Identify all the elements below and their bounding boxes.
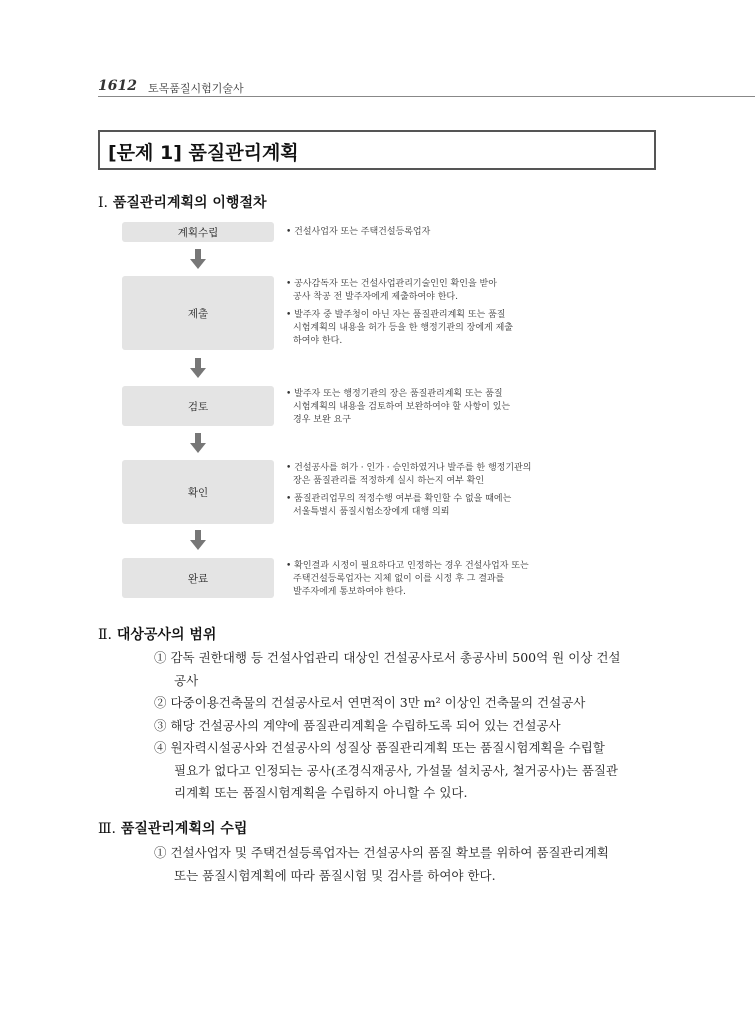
list-item-continuation: 필요가 없다고 인정되는 공사(조경식재공사, 가설물 설치공사, 철거공사)는 품질관 bbox=[174, 762, 618, 778]
flow-step-complete: 완료 bbox=[122, 558, 274, 598]
note-line: • 공사감독자 또는 건설사업관리기술인인 확인을 받아 bbox=[286, 279, 497, 289]
problem-title-box bbox=[98, 130, 656, 170]
arrow-down-icon bbox=[192, 530, 204, 552]
list-item: ① 건설사업자 및 주택건설등록업자는 건설공사의 품질 확보를 위하여 품질관리계획 bbox=[154, 845, 609, 860]
establish-list bbox=[154, 842, 609, 887]
flow-note-submit bbox=[286, 278, 596, 348]
section-numeral: Ⅲ. bbox=[98, 821, 116, 837]
list-item: ③ 해당 건설공사의 계약에 품질관리계획을 수립하도록 되어 있는 건설공사 bbox=[154, 717, 561, 733]
note-line: 장은 품질관리를 적정하게 실시 하는지 여부 확인 bbox=[293, 476, 485, 486]
section-heading-3 bbox=[98, 818, 247, 838]
arrow-down-icon bbox=[192, 249, 204, 271]
flow-step-submit: 제출 bbox=[122, 276, 274, 350]
list-item-continuation: 공사 bbox=[174, 672, 199, 688]
section-heading-1 bbox=[98, 192, 267, 212]
section-title: 품질관리계획의 이행절차 bbox=[112, 195, 267, 211]
note-line: 시험계획의 내용을 검토하여 보완하여야 할 사항이 있는 bbox=[293, 402, 511, 412]
section-title: 품질관리계획의 수립 bbox=[120, 821, 248, 837]
flow-note-review bbox=[286, 388, 596, 427]
header-divider bbox=[98, 96, 755, 97]
list-item: ④ 원자력시설공사와 건설공사의 성질상 품질관리계획 또는 품질시험계획을 수립할 bbox=[154, 740, 605, 755]
arrow-down-icon bbox=[192, 433, 204, 455]
flow-note-plan bbox=[286, 226, 596, 239]
note-line: 시험계획의 내용을 허가 등을 한 행정기관의 장에게 제출 bbox=[293, 323, 513, 333]
flow-step-confirm: 확인 bbox=[122, 460, 274, 524]
note-line: • 건설공사를 허가 · 인가 · 승인하였거나 발주를 한 행정기관의 bbox=[286, 463, 532, 473]
list-item-continuation: 리계획 또는 품질시험계획을 수립하지 아니할 수 있다. bbox=[174, 785, 468, 800]
flow-step-review: 검토 bbox=[122, 386, 274, 426]
note-line: • 품질관리업무의 적정수행 여부를 확인할 수 없을 때에는 bbox=[286, 494, 512, 504]
section-heading-2 bbox=[98, 624, 216, 644]
note-line: 공사 착공 전 발주자에게 제출하여야 한다. bbox=[293, 292, 458, 302]
page-number: 1612 bbox=[98, 78, 137, 94]
flow-step-plan: 계획수립 bbox=[122, 222, 274, 242]
scope-list bbox=[154, 647, 620, 805]
note-line: • 확인결과 시정이 필요하다고 인정하는 경우 건설사업자 또는 bbox=[286, 561, 529, 571]
flow-note-confirm bbox=[286, 462, 596, 519]
section-title: 대상공사의 범위 bbox=[116, 627, 217, 643]
note-line: 발주자에게 통보하여야 한다. bbox=[293, 587, 406, 597]
section-numeral: Ⅱ. bbox=[98, 627, 112, 643]
note-line: • 발주자 또는 행정기관의 장은 품질관리계획 또는 품질 bbox=[286, 389, 503, 399]
book-title: 토목품질시험기술사 bbox=[148, 82, 244, 95]
note-line: • 건설사업자 또는 주택건설등록업자 bbox=[286, 227, 431, 237]
section-numeral: Ⅰ. bbox=[98, 195, 108, 211]
list-item: ② 다중이용건축물의 건설공사로서 연면적이 3만 m² 이상인 건축물의 건설공사 bbox=[154, 695, 586, 710]
note-line: 경우 보완 요구 bbox=[293, 415, 351, 425]
list-item-continuation: 또는 품질시험계획에 따라 품질시험 및 검사를 하여야 한다. bbox=[174, 867, 496, 883]
note-line: 주택건설등록업자는 지체 없이 이를 시정 후 그 결과를 bbox=[293, 574, 505, 584]
arrow-down-icon bbox=[192, 358, 204, 380]
page-header bbox=[98, 78, 755, 96]
flow-note-complete bbox=[286, 560, 596, 599]
note-line: 서울특별시 품질시험소장에게 대행 의뢰 bbox=[293, 507, 450, 517]
note-line: 하여야 한다. bbox=[293, 336, 343, 346]
list-item: ① 감독 권한대행 등 건설사업관리 대상인 건설공사로서 총공사비 500억 원 이상 건설 bbox=[154, 650, 621, 665]
note-line: • 발주자 중 발주청이 아닌 자는 품질관리계획 또는 품질 bbox=[286, 310, 506, 320]
problem-title: [문제 1] 품질관리계획 bbox=[108, 142, 299, 164]
